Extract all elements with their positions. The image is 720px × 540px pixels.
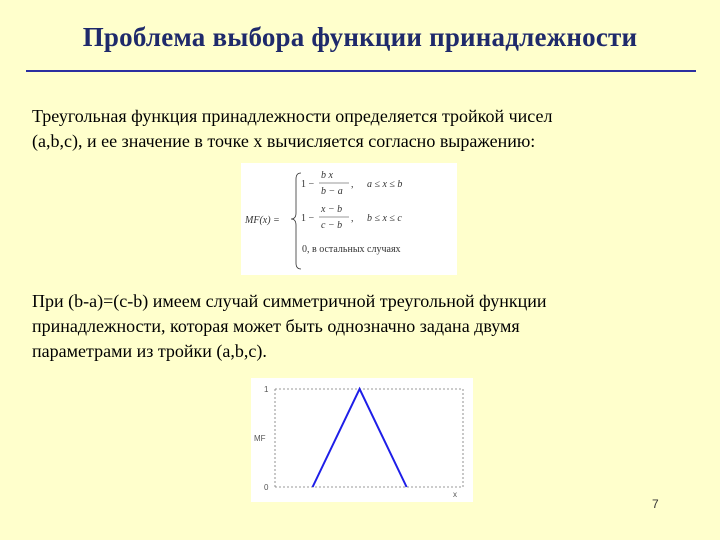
intro-paragraph [32,104,692,154]
formula-brace [291,173,301,269]
case1-condition: a ≤ x ≤ b [367,179,403,190]
triangle-chart [251,378,473,502]
membership-formula [241,163,457,275]
title-underline [26,70,696,72]
symmetric-line-3: параметрами из тройки (a,b,c). [32,341,267,361]
case1-numerator: b x [321,170,333,181]
y-tick-1: 1 [264,385,269,394]
y-axis-label: MF [254,434,266,443]
case2-comma: , [351,213,354,224]
formula-lhs: MF(x) = [245,215,280,226]
chart-svg [251,378,473,502]
case2-prefix: 1 − [301,213,315,224]
case1-comma: , [351,179,354,190]
intro-line-1: Треугольная функция принадлежности определяется тройкой чисел [32,106,553,126]
case2-denominator: c − b [321,220,343,231]
case1-prefix: 1 − [301,179,315,190]
symmetric-line-1: При (b-a)=(c-b) имеем случай симметричной треугольной функции [32,291,547,311]
case1-denominator: b − a [321,186,343,197]
case3-text: 0, в остальных случаях [302,244,401,255]
page-number: 7 [652,497,659,511]
slide-title: Проблема выбора функции принадлежности [82,22,638,52]
membership-line-0 [313,389,407,487]
intro-line-2: (a,b,c), и ее значение в точке x вычисляется согласно выражению: [32,131,536,151]
case2-numerator: x − b [321,204,343,215]
x-axis-label: x [453,490,457,499]
symmetric-line-2: принадлежности, которая может быть однозначно задана двумя [32,316,520,336]
formula-svg [241,163,457,275]
case2-condition: b ≤ x ≤ c [367,213,402,224]
y-tick-0: 0 [264,483,269,492]
symmetric-paragraph [32,289,692,364]
